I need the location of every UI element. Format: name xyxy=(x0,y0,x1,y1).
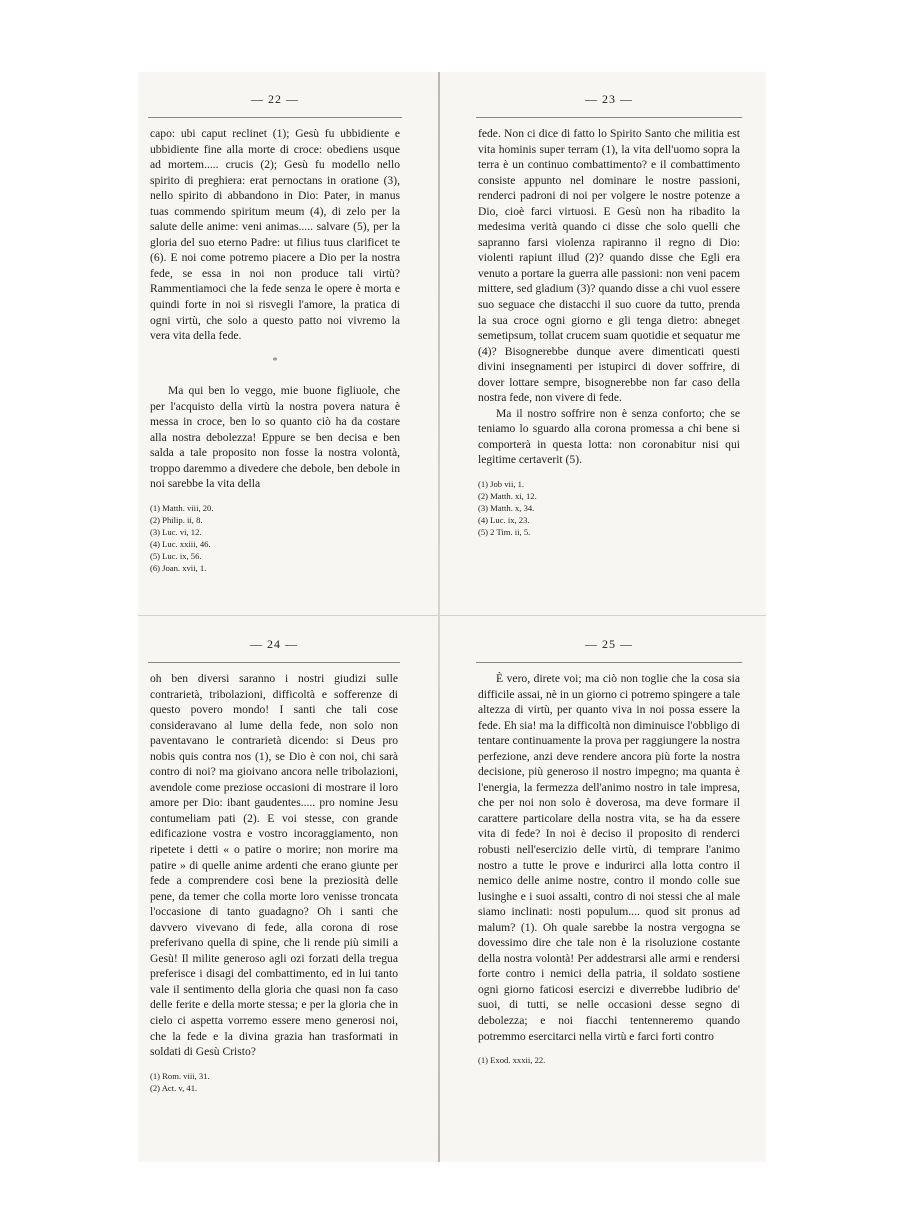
footnotes xyxy=(478,478,740,538)
footnote: (4) Luc. ix, 23. xyxy=(478,515,530,526)
page-divider xyxy=(138,615,766,616)
page-number: — 25 — xyxy=(585,637,633,651)
paragraph: fede. Non ci dice di fatto lo Spirito Santo che militia est vita hominis super terram (1), la vita dell'uomo sopra la terra è un continuo combattimento? e il combattimento consiste appunto nel dominare le nostre passioni, renderci padroni di noi per volgere le nostre potenze a Dio, cioè farci virtuosi. E Gesù non ha ribadito la medesima verità quando ci disse che solo quelli che sapranno farsi violenza rapiranno il regno di Dio: violenti rapiunt illud (2)? quando disse che Egli era venuto a portare la guerra alle passioni: non veni pacem mittere, sed gladium (3)? quando disse a chi vuol essere suo seguace che distacchi il suo cuore da tutto, prenda la sua croce ogni giorno e gli tenga dietro: abneget semetipsum, tollat crucem suam quotidie et sequatur me (4)? Bisognerebbe dunque avere dimenticati questi divini insegnamenti per istupirci di dover soffrire, di dover lottare sempre, bisognerebbe non far caso della nostra fede, non vivere di fede. xyxy=(478,127,740,405)
footnote: (3) Matth. x, 34. xyxy=(478,503,535,514)
paragraph: Ma il nostro soffrire non è senza conforto; che se teniamo lo sguardo alla corona promessa a chi bene si comporterà in questa lotta: non coronabitur nisi qui legitime certaverit (5). xyxy=(478,406,740,467)
paragraph: capo: ubi caput reclinet (1); Gesù fu ubbidiente e ubbidiente fine alla morte di croce: obediens usque ad mortem..... crucis (2); Gesù fu modello nello spirito di preghiera: erat pernoctans in oratione (3), nello spirito di abbandono in Dio: Pater, in manus tuas commendo spiritum meum (4), di zelo per la salute delle anime: veni animas..... salvare (5), per la gloria del suo eterno Padre: ut filius tuus clarificet te (6). E noi come potremo piacere a Dio per la nostra fede, se essa in noi non produce tali virtù? Rammentiamoci che la fede senza le opere è morta e quindi forte in noi si risvegli l'amore, la pratica di ogni virtù, che solo a questo patto noi vivremo la vera vita della fede. xyxy=(150,127,400,343)
page-23 xyxy=(478,92,740,538)
header-rule xyxy=(148,662,400,663)
footnote: (5) Luc. ix, 56. xyxy=(150,551,202,562)
footnotes xyxy=(150,1070,398,1094)
page-24 xyxy=(150,637,398,1094)
footnote: (4) Luc. xxiii, 46. xyxy=(150,539,211,550)
paragraph: oh ben diversi saranno i nostri giudizi sulle contrarietà, tribolazioni, difficoltà e sofferenze di questo povero mondo! I santi che tali cose consideravano al lume della fede, non solo non paventavano le contrarietà dicendo: si Deus pro nobis quis contra nos (1), se Dio è con noi, chi sarà contro di noi? ma gioivano ancora nelle tribolazioni, avendole come preziose occasioni di mostrare il loro amore per Dio: ibant gaudentes..... pro nomine Jesu contumeliam pati (2). E voi stesse, con grande edificazione vostra e vostro incoraggiamento, non ripetete i detti « o patire o morire; non morire ma patire » di quelle anime ardenti che erano giunte per fede a comprendere così bene la preziosità delle pene, da temer che colla morte loro venisse troncata l'occasione di tanto guadagno? Oh i santi che davvero vivevano di fede, alla corona di rose preferivano quella di spine, che li rende più simili a Gesù! Il milite generoso agli ozi forzati della tregua preferisce i disagi del combattimento, ed in lui tanto vale il sentimento della gloria che quasi non fa caso delle ferite e della morte stessa; e per la gloria che in cielo ci aspetta vorremo essere meno generosi noi, che la fede e la divina grazia han trasformati in soldati di Gesù Cristo? xyxy=(150,672,398,1059)
book-gutter xyxy=(438,72,440,1162)
footnote: (6) Joan. xvii, 1. xyxy=(150,563,207,574)
footnotes xyxy=(150,502,400,574)
footnote: (5) 2 Tim. ii, 5. xyxy=(478,527,531,538)
page-number: — 24 — xyxy=(250,637,298,651)
header-rule xyxy=(476,662,742,663)
footnote: (1) Matth. viii, 20. xyxy=(150,503,214,514)
header-rule xyxy=(148,117,402,118)
page-22 xyxy=(150,92,400,574)
footnote: (3) Luc. vi, 12. xyxy=(150,527,202,538)
paragraph: Ma qui ben lo veggo, mie buone figliuole, che per l'acquisto della virtù la nostra povera natura è messa in croce, ben lo so quanto ciò ha da costare alla nostra debolezza! Eppure se ben decisa e ben salda a tale proposito non fosse la nostra volontà, troppo daremmo a divedere che debole, ben debole in noi sarebbe la vita della xyxy=(150,384,400,491)
footnote: (1) Job vii, 1. xyxy=(478,479,525,490)
footnote: (1) Rom. viii, 31. xyxy=(150,1070,210,1081)
footnote: (1) Exod. xxxii, 22. xyxy=(478,1055,546,1066)
footnote: (2) Philip. ii, 8. xyxy=(150,515,203,526)
footnote: (2) Matth. xi, 12. xyxy=(478,491,537,502)
footnotes xyxy=(478,1054,740,1066)
page-number: — 23 — xyxy=(585,92,633,106)
page-25 xyxy=(478,637,740,1066)
paragraph: È vero, direte voi; ma ciò non toglie che la cosa sia difficile assai, nè in un giorno ci potremo spingere a tale altezza di virtù, per quanto viva in noi possa essere la fede. Eh sia! ma la difficoltà non diminuisce l'obbligo di tentare continuamente la prova per raggiungere la nostra perfezione, anzi deve rendere ancora più forte la nostra decisione, più generoso il nostro impegno; ma quanta è l'energia, la fermezza dell'animo nostro in tale impresa, che per noi non solo è doverosa, ma deve formare il carattere particolare della nostra vita, se ha da essere vita di fede? In noi è deciso il proposito di renderci robusti nell'esercizio delle virtù, di temprare l'animo nostro a tutte le prove e indurirci alla lotta contro il nemico delle anime nostre, contro il mondo colle sue lusinghe e i suoi assalti, contro di noi stessi che al male siamo inclinati: nosti populum.... quod sit pronus ad malum? (1). Oh quale sarebbe la nostra vergogna se dovessimo dire che tale non è la risoluzione costante della nostra volontà! Per addestrarsi alle armi e rendersi forte contro i nemici della patria, il soldato sostiene ogni giorno faticosi esercizi e diverrebbe ludibrio de' suoi, di tutti, se nelle occasioni desse segno di debolezza; e noi fiacchi tentenneremo quando potremmo esercitarci nella virtù e farci forti contro xyxy=(478,672,740,1043)
footnote: (2) Act. v, 41. xyxy=(150,1082,198,1093)
header-rule xyxy=(476,117,742,118)
page-number: — 22 — xyxy=(251,92,299,106)
section-separator: * xyxy=(272,355,278,367)
